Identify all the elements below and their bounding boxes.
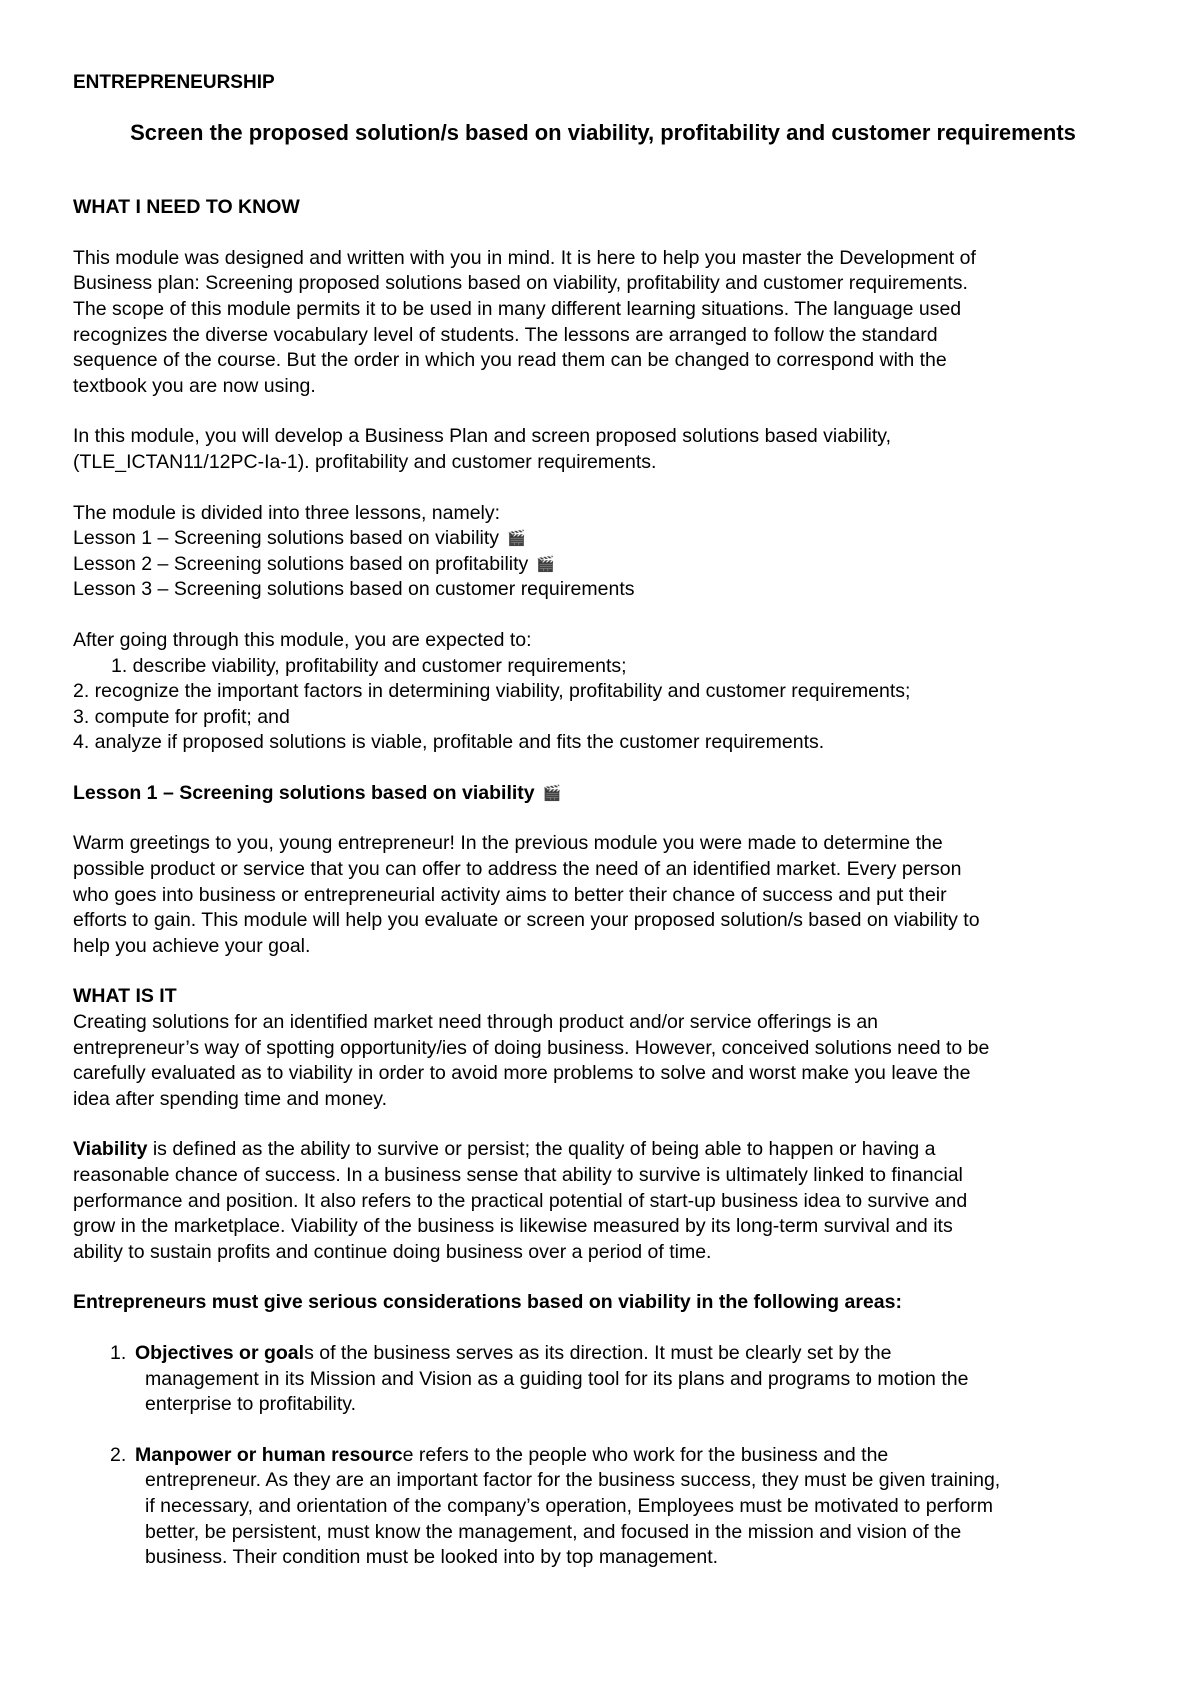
clapperboard-icon: 🎬 (507, 530, 526, 548)
lessons-intro: The module is divided into three lessons, namely: (73, 501, 501, 524)
objective-item: 3. compute for profit; and (73, 705, 290, 728)
lesson-item: Lesson 3 – Screening solutions based on customer requirements (73, 578, 635, 601)
objective-item: 1. describe viability, profitability and customer requirements; (111, 654, 627, 677)
lesson-list (73, 501, 1133, 603)
viability-definition-paragraph: Viability is defined as the ability to survive or persist; the quality of being able to happen or having a reasonable chance of success. In a business sense that ability to survive is ultimately linked to financial performance and position. It also refers to the practical potential of start-up business idea to survive and grow in the marketplace. Viability of the business is likewise measured by its long-term survival and its ability to sustain profits and continue doing business over a period of time. (73, 1138, 968, 1263)
viability-areas-list (73, 1341, 1133, 1571)
viability-term: Viability (73, 1138, 148, 1161)
document-page (73, 70, 1133, 1571)
objective-item: 4. analyze if proposed solutions is viable, profitable and fits the customer requirements. (73, 731, 825, 754)
intro-paragraph: This module was designed and written with you in mind. It is here to help you master the Development of Business plan: Screening proposed solutions based on viability, profitability and customer requirements. The scope of this module permits it to be used in many different learning situations. The language used recognizes the diverse vocabulary level of students. The lessons are arranged to follow the standard sequence of the course. But the order in which you read them can be changed to correspond with the textbook you are now using. (73, 246, 976, 397)
list-item: 1. Objectives or goals of the business serves as its direction. It must be clearly set by the management in its Mission and Vision as a guiding tool for its plans and programs to motion the enterprise to profitability. (110, 1341, 969, 1416)
what-i-need-to-know-heading: WHAT I NEED TO KNOW (73, 196, 300, 219)
list-number: 1. (110, 1341, 127, 1364)
list-item: 2. Manpower or human resource refers to the people who work for the business and the entrepreneur. As they are an important factor for the business success, they must be given training, if necessary, and orientation of the company’s operation, Employees must be motivated to perform better, be persistent, must know the management, and focused in the mission and vision of the business. Their condition must be looked into by top management. (110, 1443, 1001, 1569)
objectives-intro: After going through this module, you are expected to: (73, 628, 532, 651)
objective-item: 2. recognize the important factors in determining viability, profitability and customer requirements; (73, 680, 911, 703)
subject-heading: ENTREPRENEURSHIP (73, 72, 275, 93)
clapperboard-icon: 🎬 (542, 784, 562, 802)
what-is-it-paragraph: Creating solutions for an identified market need through product and/or service offerings is an entrepreneur’s way of spotting opportunity/ies of doing business. However, conceived solutions need to be carefully evaluated as to viability in order to avoid more problems to solve and worst make you leave the idea after spending time and money. (73, 1011, 990, 1110)
objectives-list (73, 628, 1133, 756)
lesson-item: Lesson 1 – Screening solutions based on viability 🎬 (73, 526, 1133, 552)
lesson1-intro-paragraph: Warm greetings to you, young entrepreneur! In the previous module you were made to determine the possible product or service that you can offer to address the need of an identified market. Every person who goes into business or entrepreneurial activity aims to better their chance of success and put their efforts to gain. This module will help you evaluate or screen your proposed solution/s based on viability to help you achieve your goal. (73, 832, 980, 957)
what-is-it-heading: WHAT IS IT (73, 985, 177, 1008)
module-scope-paragraph: In this module, you will develop a Business Plan and screen proposed solutions based viability, (TLE_ICTAN11/12PC-Ia-1). profitability and customer requirements. (73, 425, 892, 473)
list-number: 2. (110, 1443, 127, 1466)
lesson1-heading: Lesson 1 – Screening solutions based on viability 🎬 (73, 781, 1133, 807)
page-title: Screen the proposed solution/s based on viability, profitability and customer requirements (130, 119, 1076, 145)
lesson-item: Lesson 2 – Screening solutions based on profitability 🎬 (73, 552, 1133, 578)
considerations-heading: Entrepreneurs must give serious considerations based on viability in the following areas: (73, 1291, 902, 1314)
area-term: Manpower or human resourc (135, 1443, 403, 1466)
area-term: Objectives or goal (135, 1341, 305, 1364)
clapperboard-icon: 🎬 (536, 555, 555, 573)
